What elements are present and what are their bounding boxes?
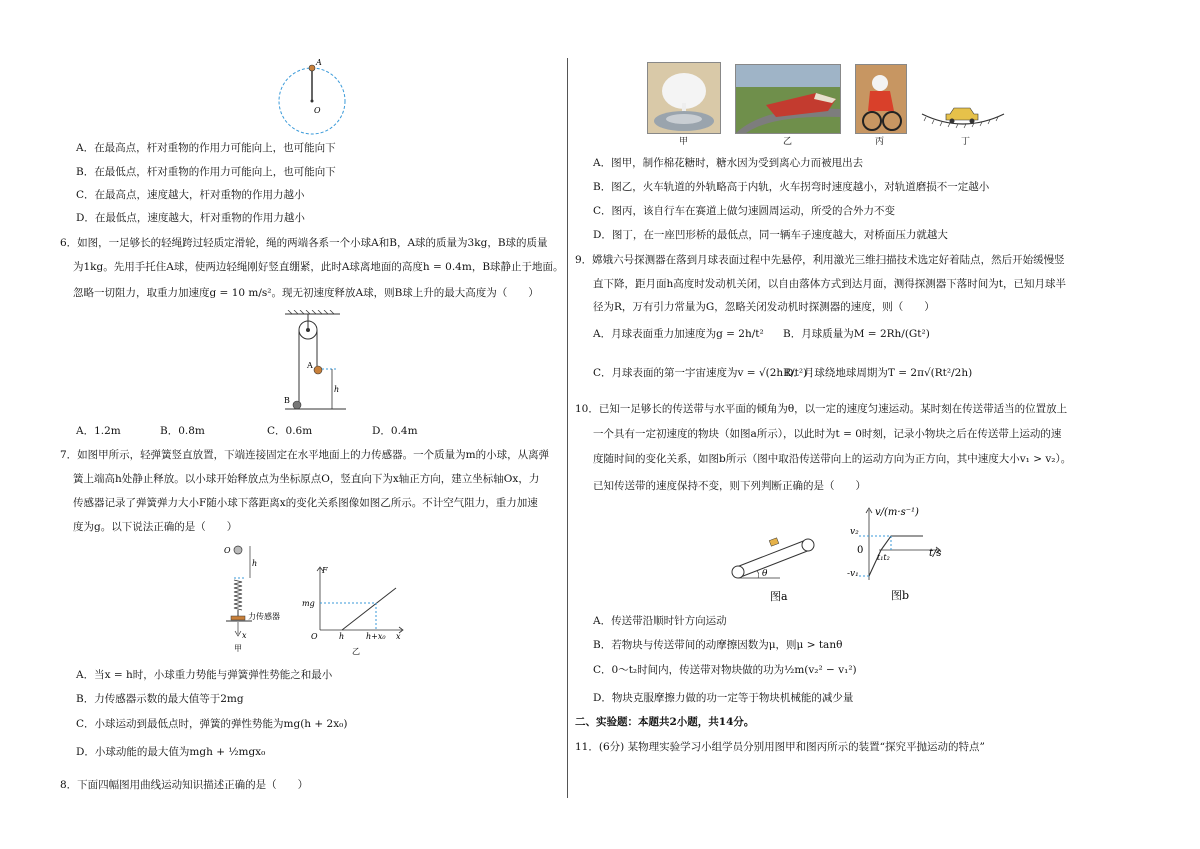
q10-option-d: D．物块克服摩擦力做的功一定等于物块机械能的减少量: [593, 692, 854, 704]
q7-option-d: D．小球动能的最大值为mgh + ½mgx₀: [76, 746, 266, 758]
q8-option-d: D．图丁，在一座凹形桥的最低点，同一辆车子速度越大，对桥面压力就越大: [593, 229, 948, 241]
caption-jia: 甲: [234, 644, 242, 653]
label-neg-v1: -v₁: [847, 569, 859, 579]
caption-yi: 乙: [352, 647, 360, 656]
label-t1t2: t₁t₂: [877, 553, 890, 562]
spring-figure: [222, 540, 297, 655]
q6-line-3: 忽略一切阻力，取重力加速度g = 10 m/s²。现无初速度释放A球，则B球上升的最大高度为（ ）: [73, 287, 539, 299]
label-F: F: [322, 566, 328, 575]
train-photo: [735, 64, 841, 134]
label-zero: 0: [857, 545, 864, 556]
q7-line-4: 度为g。以下说法正确的是（ ）: [73, 521, 238, 533]
caption-fig-a: 图a: [770, 590, 788, 603]
q9-option-c: C．月球表面的第一宇宙速度为v = √(2hR/t²): [593, 367, 808, 379]
label-h-plus-x0: h+x₀: [366, 632, 386, 641]
label-mg: mg: [302, 599, 315, 608]
pulley-figure: [280, 310, 350, 416]
q6-option-d: D．0.4m: [372, 425, 418, 437]
q9-option-b: B．月球质量为M = 2Rh/(Gt²): [783, 328, 930, 340]
q7-option-b: B．力传感器示数的最大值等于2mg: [76, 693, 244, 705]
q6-line-1: 6．如图，一足够长的轻绳跨过轻质定滑轮，绳的两端各系一个小球A和B，A球的质量为3kg，B球的质量: [60, 237, 548, 249]
q10-line-3: 度随时间的变化关系，如图b所示（图中取沿传送带向上的运动方向为正方向，其中速度大小v₁ > v₂）。: [593, 453, 1072, 465]
label-v2: v₂: [850, 527, 859, 537]
q6-option-a: A．1.2m: [76, 425, 121, 437]
caption-ding: 丁: [961, 137, 971, 147]
vertical-circle-figure: [276, 56, 352, 138]
q10-option-c: C．0～t₂时间内，传送带对物块做的功为½m(v₂² − v₁²): [593, 664, 857, 676]
q7-option-c: C．小球运动到最低点时，弹簧的弹性势能为mg(h + 2x₀): [76, 718, 348, 730]
force-displacement-graph: [300, 562, 410, 657]
label-h: h: [334, 385, 340, 394]
q5-option-d: D．在最低点，速度越大，杆对重物的作用力越小: [76, 212, 305, 224]
label-x-axis: t/s: [929, 548, 942, 559]
q6-option-b: B．0.8m: [160, 425, 205, 437]
velocity-time-graph: [845, 500, 960, 606]
q9-line-2: 直下降，距月面h高度时发动机关闭，以自由落体方式到达月面，测得探测器下落时间为t，已知月球半: [593, 278, 1066, 290]
q11-stem: 11．(6分) 某物理实验学习小组学员分别用图甲和图丙所示的装置“探究平抛运动的特点”: [575, 741, 985, 753]
q7-option-a: A．当x = h时，小球重力势能与弹簧弹性势能之和最小: [76, 669, 333, 681]
label-B: B: [284, 396, 290, 405]
column-divider: [567, 58, 568, 798]
concave-bridge-figure: [920, 96, 1006, 132]
q10-line-2: 一个具有一定初速度的物块（如图a所示），以此时为t = 0时刻，记录小物块之后在传送带上运动的速: [593, 428, 1062, 440]
caption-fig-b: 图b: [891, 589, 910, 602]
q8-option-c: C．图丙，该自行车在赛道上做匀速圆周运动，所受的合外力不变: [593, 205, 896, 217]
q8-stem: 8．下面四幅图用曲线运动知识描述正确的是（ ）: [60, 779, 309, 791]
label-theta: θ: [762, 569, 768, 579]
label-y-axis: v/(m·s⁻¹): [875, 507, 919, 518]
caption-yi: 乙: [783, 137, 793, 147]
label-O: O: [224, 546, 231, 555]
label-h: h: [252, 559, 258, 568]
section-heading: 二、实验题：本题共2小题，共14分。: [575, 716, 755, 728]
q7-line-1: 7．如图甲所示，轻弹簧竖直放置，下端连接固定在水平地面上的力传感器。一个质量为m的小球，从离弹: [60, 449, 550, 461]
q9-line-1: 9．嫦娥六号探测器在落到月球表面过程中先悬停，利用激光三维扫描技术选定好着陆点，然后开始缓慢竖: [575, 254, 1065, 266]
q6-option-c: C．0.6m: [267, 425, 313, 437]
q8-option-b: B．图乙，火车轨道的外轨略高于内轨，火车拐弯时速度越小，对轨道磨损不一定越小: [593, 181, 990, 193]
label-A: A: [307, 361, 313, 370]
q5-option-c: C．在最高点，速度越大，杆对重物的作用力越小: [76, 189, 305, 201]
q10-option-b: B．若物块与传送带间的动摩擦因数为μ，则μ > tanθ: [593, 639, 843, 651]
q10-line-4: 已知传送带的速度保持不变，则下列判断正确的是（ ）: [593, 480, 866, 492]
q9-option-a: A．月球表面重力加速度为g = 2h/t²: [593, 328, 764, 340]
label-x: x: [242, 631, 247, 640]
label-O: O: [311, 632, 318, 641]
q5-option-a: A．在最高点，杆对重物的作用力可能向上，也可能向下: [76, 142, 336, 154]
q7-line-2: 簧上端高h处静止释放。以小球开始释放点为坐标原点O，竖直向下为x轴正方向，建立坐标轴Ox，力: [73, 473, 540, 485]
label-x: x: [396, 632, 401, 641]
q10-line-1: 10．已知一足够长的传送带与水平面的倾角为θ，以一定的速度匀速运动。某时刻在传送带适当的位置放上: [575, 403, 1068, 415]
q9-line-3: 径为R，万有引力常量为G，忽略关闭发动机时探测器的速度，则（ ）: [593, 301, 935, 313]
conveyor-belt-figure: [730, 530, 830, 608]
label-h: h: [339, 632, 345, 641]
label-O: O: [314, 106, 321, 115]
q6-line-2: 为1kg。先用手托住A球，使两边轻绳刚好竖直绷紧，此时A球离地面的高度h = 0.4m，B球静止于地面。: [73, 261, 564, 273]
label-sensor: 力传感器: [248, 612, 280, 621]
caption-jia: 甲: [679, 137, 689, 147]
q7-line-3: 传感器记录了弹簧弹力大小F随小球下落距离x的变化关系图像如图乙所示。不计空气阻力，重力加速: [73, 497, 538, 509]
cotton-candy-photo: [647, 62, 721, 134]
q8-option-a: A．图甲，制作棉花糖时，糖水因为受到离心力而被甩出去: [593, 157, 864, 169]
label-A: A: [316, 58, 322, 67]
cycling-photo: [855, 64, 907, 134]
caption-bing: 丙: [875, 137, 885, 147]
q10-option-a: A．传送带沿顺时针方向运动: [593, 615, 727, 627]
q5-option-b: B．在最低点，杆对重物的作用力可能向上，也可能向下: [76, 166, 336, 178]
q9-option-d: D．月球绕地球周期为T = 2π√(Rt²/2h): [785, 367, 973, 379]
